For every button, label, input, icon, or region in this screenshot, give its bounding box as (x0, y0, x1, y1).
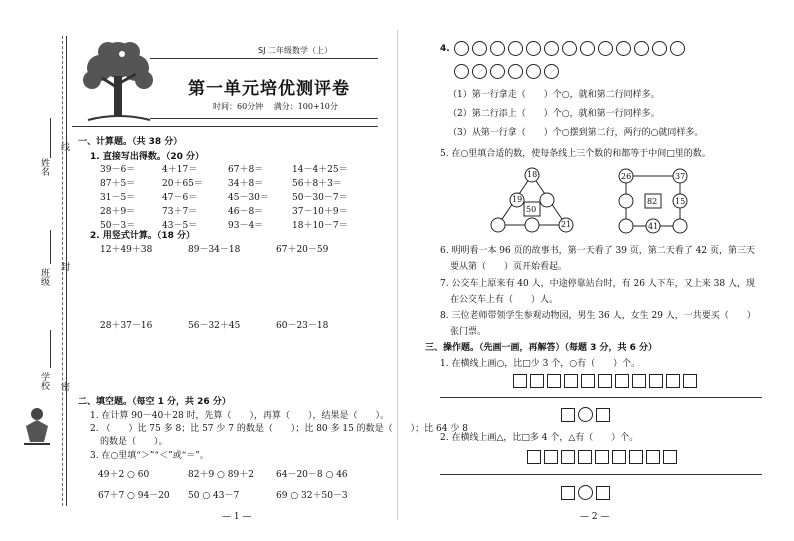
fill-q2-cont: 的数是（ ）。 (100, 437, 168, 447)
q4-number: 4. (440, 44, 450, 54)
mental-math-item: 45－30＝ (228, 193, 269, 203)
eq-box (561, 408, 575, 422)
q7-text-cont: 在公交车上有（ ）人。 (450, 295, 559, 305)
header-bottom-rule (150, 118, 378, 119)
q1-label: 1. 直接写出得数。（20 分） (90, 152, 204, 162)
page-title: 第一单元培优测评卷 (188, 79, 350, 99)
student-illustration (20, 406, 54, 446)
mental-math-item: 47－6＝ (162, 193, 198, 203)
sq-right: 15 (675, 197, 686, 206)
square-icon (663, 450, 677, 464)
eq-circle (578, 485, 593, 500)
mental-math-item: 67＋8＝ (228, 165, 264, 175)
vertical-calc-6: 60－23－18 (276, 321, 329, 331)
square-icon (612, 450, 626, 464)
circle-icon (544, 64, 559, 79)
square-icon (561, 450, 575, 464)
q8-text: 8. 三位老师带领学生参观动物园，男生 36 人，女生 29 人，一共要买（ ） (440, 311, 756, 321)
circle-icon (454, 41, 469, 56)
sq-top-left: 26 (621, 172, 632, 181)
square-icon (598, 374, 612, 388)
name-label: 姓名 (39, 158, 49, 176)
seal-secret-label: 密 (59, 382, 69, 391)
sq-center: 82 (647, 197, 658, 206)
compare-3: 64－20－8 ○ 46 (276, 470, 348, 480)
q5-text: 5. 在○里填合适的数，使每条线上三个数的和都等于中间□里的数。 (440, 149, 711, 159)
vertical-calc-3: 67＋20－59 (276, 245, 329, 255)
mental-math-item: 14－4＋25＝ (292, 165, 348, 175)
op1-equation (561, 407, 613, 425)
page-divider (397, 30, 398, 520)
section2-heading: 二、填空题。（每空 1 分，共 26 分） (78, 397, 231, 407)
op1-answer-line (440, 397, 762, 398)
mental-math-item: 20＋65＝ (162, 179, 203, 189)
circle-icon (634, 41, 649, 56)
vertical-calc-5: 56－32＋45 (188, 321, 241, 331)
mental-math-item: 43－5＝ (162, 221, 198, 231)
square-icon (547, 374, 561, 388)
mental-math-item: 93－4＝ (228, 221, 264, 231)
vertical-calc-4: 28＋37－16 (100, 321, 153, 331)
circle-icon (454, 64, 469, 79)
circle-icon (616, 41, 631, 56)
circle-icon (598, 41, 613, 56)
school-underline (50, 330, 51, 368)
q2-label: 2. 用竖式计算。（18 分） (90, 231, 195, 241)
section3-heading: 三、操作题。（先画一画，再解答）（每题 3 分，共 6 分） (425, 343, 658, 353)
circle-icon (562, 41, 577, 56)
page-number-left: — 1 — (222, 512, 252, 522)
mental-math-item: 87＋5＝ (100, 179, 136, 189)
header-bottom-rule-2 (72, 126, 378, 127)
q4-row2-circles (454, 64, 562, 82)
circle-icon (508, 41, 523, 56)
circle-icon (490, 64, 505, 79)
page-number-right: — 2 — (580, 512, 610, 522)
fill-q2: 2. （ ）比 75 多 8；比 57 少 7 的数是（ ）；比 80 多 15 的数是（ ）；比 64 少 8 (90, 424, 468, 434)
op2-squares (527, 450, 680, 467)
mental-math-item: 31－5＝ (100, 193, 136, 203)
compare-2: 82＋9 ○ 89＋2 (188, 470, 254, 480)
seal-seal-label: 封 (59, 262, 69, 271)
square-icon (530, 374, 544, 388)
circle-icon (544, 41, 559, 56)
circle-icon (472, 64, 487, 79)
circle-icon (490, 41, 505, 56)
op2-answer-line (440, 474, 762, 475)
mental-math-item: 50－3＝ (100, 221, 136, 231)
square-icon (544, 450, 558, 464)
mental-math-item: 73＋7＝ (162, 207, 198, 217)
square-icon (527, 450, 541, 464)
q6-text-cont: 要从第（ ）页开始看起。 (450, 262, 568, 272)
square-icon (578, 450, 592, 464)
fill-q3: 3. 在○里填“＞”“＜”或“＝”。 (90, 451, 209, 461)
mental-math-item: 46－8＝ (228, 207, 264, 217)
op2-text: 2. 在横线上画△，比□多 4 个，△有（ ）个。 (440, 433, 639, 443)
square-icon (615, 374, 629, 388)
op2-equation (561, 485, 613, 503)
tri-top: 18 (527, 170, 538, 179)
op1-text: 1. 在横线上画○，比□少 3 个，○有（ ）个。 (440, 359, 641, 369)
square-icon (513, 374, 527, 388)
q4-part2: （2）第二行添上（ ）个○，就和第一行同样多。 (448, 109, 660, 119)
mental-math-item: 18＋10－7＝ (292, 221, 348, 231)
square-icon (595, 450, 609, 464)
name-underline (50, 118, 51, 158)
sq-bottom: 41 (648, 222, 659, 231)
q4-part3: （3）从第一行拿（ ）个○摆到第二行，两行的○就同样多。 (448, 128, 704, 138)
header-rule (150, 58, 378, 59)
q4-part1: （1）第一行拿走（ ）个○，就和第二行同样多。 (448, 90, 660, 100)
mental-math-item: 50－30－7＝ (292, 193, 348, 203)
circle-icon (508, 64, 523, 79)
square-icon (646, 450, 660, 464)
eq-box (596, 408, 610, 422)
tri-left: 19 (512, 195, 523, 204)
q7-text: 7. 公交车上原来有 40 人，中途停靠站台时，有 26 人下车，又上来 38 人，现 (440, 279, 755, 289)
vertical-calc-1: 12＋49＋38 (100, 245, 153, 255)
mental-math-item: 4＋17＝ (162, 165, 198, 175)
class-underline (50, 230, 51, 264)
q4-row1-circles (454, 41, 688, 59)
mental-math-item: 34＋8＝ (228, 179, 264, 189)
circle-icon (580, 41, 595, 56)
square-icon (683, 374, 697, 388)
square-icon (629, 450, 643, 464)
fill-q1: 1. 在计算 90－40＋28 时，先算（ ），再算（ ），结果是（ ）。 (90, 411, 390, 421)
circle-icon (472, 41, 487, 56)
compare-4: 67＋7 ○ 94－20 (98, 491, 170, 501)
eq-box (596, 486, 610, 500)
tree-illustration (78, 38, 158, 128)
circle-icon (652, 41, 667, 56)
eq-box (561, 486, 575, 500)
square-icon (649, 374, 663, 388)
seal-line-label: 线 (59, 142, 69, 151)
mental-math-item: 39－6＝ (100, 165, 136, 175)
tri-center: 50 (526, 205, 537, 214)
sq-top-right: 37 (675, 172, 686, 181)
binding-line (62, 36, 63, 506)
circle-icon (670, 41, 685, 56)
series-label: SJ 二年级数学（上） (258, 46, 332, 55)
tri-right: 21 (561, 220, 572, 229)
square-icon (564, 374, 578, 388)
square-icon (581, 374, 595, 388)
square-icon (666, 374, 680, 388)
circle-icon (526, 41, 541, 56)
eq-circle (578, 407, 593, 422)
binding-line-2 (66, 36, 67, 506)
circle-icon (526, 64, 541, 79)
mental-math-item: 56＋8＋3＝ (292, 179, 342, 189)
q6-text: 6. 明明看一本 96 页的故事书，第一天看了 39 页，第二天看了 42 页，第三天 (440, 246, 755, 256)
vertical-calc-2: 89－34－18 (188, 245, 241, 255)
compare-5: 50 ○ 43－7 (188, 491, 240, 501)
compare-6: 69 ○ 32＋50－3 (276, 491, 348, 501)
mental-math-item: 37－10＋9＝ (292, 207, 348, 217)
school-label: 学校 (39, 372, 49, 390)
exam-meta: 时间：60分钟 满分：100+10分 (213, 102, 338, 111)
q8-text-cont: 张门票。 (450, 327, 487, 337)
section1-heading: 一、计算题。（共 38 分） (78, 137, 183, 147)
square-icon (632, 374, 646, 388)
compare-1: 49＋2 ○ 60 (98, 470, 150, 480)
op1-squares (513, 374, 700, 391)
mental-math-item: 28＋9＝ (100, 207, 136, 217)
class-label: 班级 (39, 268, 49, 286)
